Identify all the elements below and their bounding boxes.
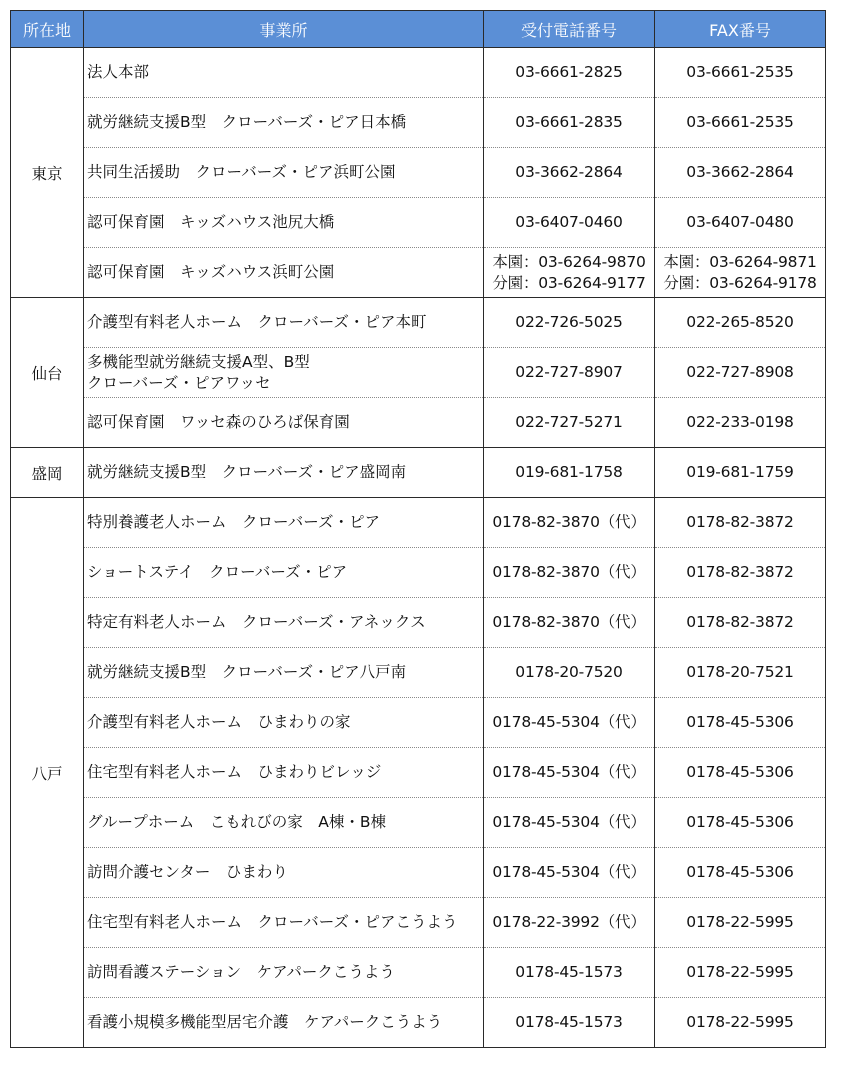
fax-line: 0178-82-3872 (686, 613, 794, 631)
table-row (11, 298, 826, 348)
header-fax: FAX番号 (655, 11, 826, 48)
office-name-cell (84, 348, 484, 398)
fax-line: 本園：03-6264-9871 (663, 252, 817, 271)
office-name-cell (84, 248, 484, 298)
tel-line: 0178-20-7520 (515, 663, 623, 681)
office-name-cell (84, 498, 484, 548)
office-name-cell (84, 98, 484, 148)
table-row (11, 698, 826, 748)
table-row (11, 598, 826, 648)
office-name-cell (84, 648, 484, 698)
tel-line: 分園：03-6264-9177 (492, 273, 646, 292)
table-row (11, 148, 826, 198)
office-name-line: 介護型有料老人ホーム クローバーズ・ピア本町 (87, 313, 427, 331)
fax-line: 022-727-8908 (686, 363, 794, 381)
table-row (11, 448, 826, 498)
tel-cell (484, 548, 655, 598)
office-name-line: 多機能型就労継続支援A型、B型 (87, 352, 310, 371)
tel-cell (484, 348, 655, 398)
tel-cell (484, 198, 655, 248)
office-name-cell (84, 548, 484, 598)
tel-line: 03-3662-2864 (515, 163, 623, 181)
fax-cell (655, 348, 826, 398)
tel-cell (484, 598, 655, 648)
fax-line: 0178-45-5306 (686, 763, 794, 781)
tel-cell (484, 248, 655, 298)
tel-line: 0178-45-5304（代） (492, 863, 646, 881)
office-name-cell (84, 998, 484, 1048)
office-name-line: 認可保育園 キッズハウス浜町公園 (87, 263, 335, 281)
fax-line: 022-265-8520 (686, 313, 794, 331)
table-row (11, 898, 826, 948)
fax-cell (655, 798, 826, 848)
tel-cell (484, 48, 655, 98)
fax-line: 0178-20-7521 (686, 663, 794, 681)
office-name-line: 看護小規模多機能型居宅介護 ケアパークこうよう (87, 1013, 443, 1031)
office-name-line: 就労継続支援B型 クローバーズ・ピア盛岡南 (87, 463, 407, 481)
office-name-cell (84, 598, 484, 648)
fax-cell (655, 998, 826, 1048)
fax-line: 019-681-1759 (686, 463, 794, 481)
fax-line: 0178-82-3872 (686, 513, 794, 531)
tel-line: 022-726-5025 (515, 313, 623, 331)
office-name-line: 訪問介護センター ひまわり (87, 863, 288, 881)
office-name-line: グループホーム こもれびの家 A棟・B棟 (87, 813, 386, 831)
tel-line: 03-6661-2825 (515, 63, 623, 81)
office-name-line: 介護型有料老人ホーム ひまわりの家 (87, 713, 351, 731)
office-name-line: 訪問看護ステーション ケアパークこうよう (87, 963, 395, 981)
table-row (11, 848, 826, 898)
table-row (11, 548, 826, 598)
table-row (11, 348, 826, 398)
office-name-line: クローバーズ・ピアワッセ (87, 373, 271, 392)
fax-cell (655, 948, 826, 998)
fax-cell (655, 98, 826, 148)
table-row (11, 248, 826, 298)
tel-cell (484, 498, 655, 548)
fax-line: 0178-22-5995 (686, 1013, 794, 1031)
fax-cell (655, 148, 826, 198)
tel-line: 03-6661-2835 (515, 113, 623, 131)
tel-cell (484, 298, 655, 348)
office-name-cell (84, 948, 484, 998)
table-row (11, 798, 826, 848)
table-row (11, 48, 826, 98)
tel-cell (484, 698, 655, 748)
table-row (11, 398, 826, 448)
fax-line: 0178-82-3872 (686, 563, 794, 581)
fax-line: 03-3662-2864 (686, 163, 794, 181)
tel-cell (484, 998, 655, 1048)
tel-line: 本園：03-6264-9870 (492, 252, 646, 271)
header-row (11, 11, 826, 48)
fax-line: 0178-22-5995 (686, 963, 794, 981)
tel-line: 0178-22-3992（代） (492, 913, 646, 931)
table-row (11, 748, 826, 798)
tel-cell (484, 798, 655, 848)
table-row (11, 198, 826, 248)
office-name-cell (84, 898, 484, 948)
fax-line: 0178-45-5306 (686, 863, 794, 881)
fax-cell (655, 548, 826, 598)
office-name-line: 認可保育園 ワッセ森のひろば保育園 (87, 413, 350, 431)
tel-line: 019-681-1758 (515, 463, 623, 481)
location-cell: 八戸 (11, 498, 84, 1048)
tel-line: 0178-82-3870（代） (492, 563, 646, 581)
tel-line: 0178-45-5304（代） (492, 813, 646, 831)
fax-line: 022-233-0198 (686, 413, 794, 431)
fax-cell (655, 298, 826, 348)
location-cell: 仙台 (11, 298, 84, 448)
header-location: 所在地 (11, 11, 84, 48)
office-name-line: 特定有料老人ホーム クローバーズ・アネックス (87, 613, 426, 631)
tel-line: 0178-82-3870（代） (492, 513, 646, 531)
fax-line: 03-6407-0480 (686, 213, 794, 231)
office-name-line: 特別養護老人ホーム クローバーズ・ピア (87, 513, 380, 531)
fax-cell (655, 248, 826, 298)
office-name-cell (84, 798, 484, 848)
office-name-line: 就労継続支援B型 クローバーズ・ピア日本橋 (87, 113, 407, 131)
tel-line: 0178-45-1573 (515, 1013, 623, 1031)
office-name-cell (84, 48, 484, 98)
fax-cell (655, 598, 826, 648)
fax-cell (655, 698, 826, 748)
fax-cell (655, 498, 826, 548)
fax-cell (655, 748, 826, 798)
office-name-cell (84, 298, 484, 348)
office-name-line: 就労継続支援B型 クローバーズ・ピア八戸南 (87, 663, 407, 681)
fax-cell (655, 448, 826, 498)
office-directory-table (10, 10, 826, 1048)
office-name-line: 認可保育園 キッズハウス池尻大橋 (87, 213, 335, 231)
table-row (11, 948, 826, 998)
table-row (11, 498, 826, 548)
header-tel: 受付電話番号 (484, 11, 655, 48)
tel-line: 03-6407-0460 (515, 213, 623, 231)
tel-line: 0178-82-3870（代） (492, 613, 646, 631)
fax-cell (655, 198, 826, 248)
fax-cell (655, 848, 826, 898)
tel-line: 0178-45-1573 (515, 963, 623, 981)
tel-line: 0178-45-5304（代） (492, 763, 646, 781)
tel-line: 0178-45-5304（代） (492, 713, 646, 731)
office-name-cell (84, 698, 484, 748)
office-name-line: ショートステイ クローバーズ・ピア (87, 563, 348, 581)
fax-line: 分園：03-6264-9178 (663, 273, 817, 292)
fax-line: 0178-45-5306 (686, 713, 794, 731)
tel-cell (484, 98, 655, 148)
tel-line: 022-727-8907 (515, 363, 623, 381)
office-name-cell (84, 198, 484, 248)
office-name-line: 共同生活援助 クローバーズ・ピア浜町公園 (87, 163, 396, 181)
header-office: 事業所 (84, 11, 484, 48)
fax-cell (655, 48, 826, 98)
table-row (11, 98, 826, 148)
table-row (11, 648, 826, 698)
office-name-line: 住宅型有料老人ホーム ひまわりビレッジ (87, 763, 382, 781)
table-row (11, 998, 826, 1048)
tel-cell (484, 898, 655, 948)
fax-line: 03-6661-2535 (686, 113, 794, 131)
office-name-cell (84, 398, 484, 448)
tel-cell (484, 748, 655, 798)
tel-cell (484, 848, 655, 898)
tel-cell (484, 948, 655, 998)
tel-cell (484, 148, 655, 198)
fax-line: 0178-22-5995 (686, 913, 794, 931)
tel-cell (484, 448, 655, 498)
tel-cell (484, 398, 655, 448)
table-body (11, 48, 826, 1048)
fax-cell (655, 398, 826, 448)
fax-line: 03-6661-2535 (686, 63, 794, 81)
tel-line: 022-727-5271 (515, 413, 623, 431)
office-name-line: 法人本部 (87, 63, 150, 81)
fax-cell (655, 898, 826, 948)
fax-cell (655, 648, 826, 698)
office-name-cell (84, 848, 484, 898)
office-name-cell (84, 148, 484, 198)
location-cell: 盛岡 (11, 448, 84, 498)
location-cell: 東京 (11, 48, 84, 298)
office-name-cell (84, 448, 484, 498)
office-name-cell (84, 748, 484, 798)
fax-line: 0178-45-5306 (686, 813, 794, 831)
tel-cell (484, 648, 655, 698)
office-name-line: 住宅型有料老人ホーム クローバーズ・ピアこうよう (87, 913, 458, 931)
